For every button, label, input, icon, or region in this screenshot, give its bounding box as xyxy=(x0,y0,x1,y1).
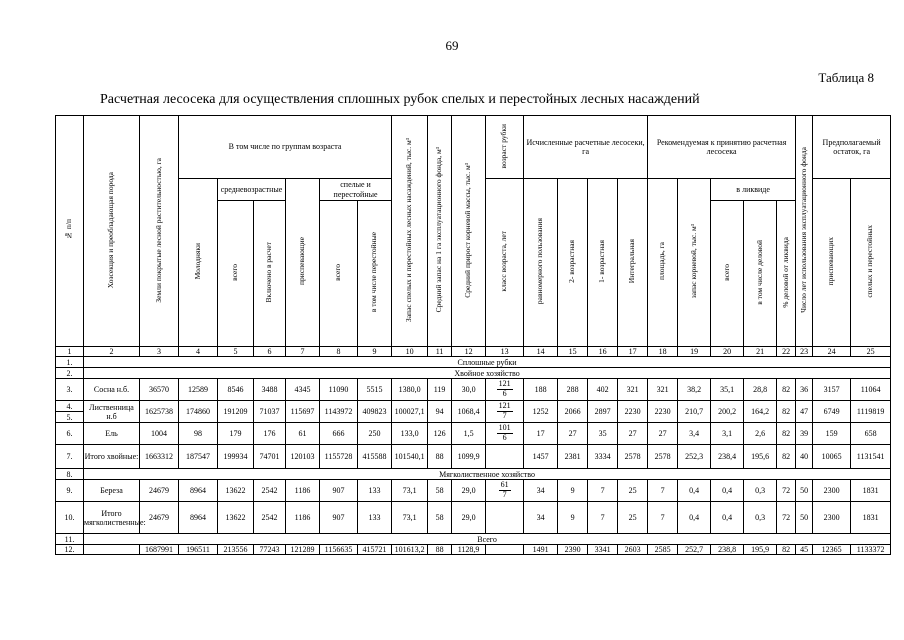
cell: 72 xyxy=(777,502,796,534)
colnum: 4 xyxy=(179,347,218,357)
cell: 2230 xyxy=(648,401,678,423)
cell: 199934 xyxy=(218,445,254,469)
cell: 7 xyxy=(648,480,678,502)
colnum: 10 xyxy=(392,347,428,357)
colnum: 18 xyxy=(648,347,678,357)
row-number: 1. xyxy=(56,357,84,368)
cell: 321 xyxy=(618,379,648,401)
cell: 2542 xyxy=(254,502,286,534)
cell xyxy=(486,502,524,534)
header-mature-over: в том числе перестойные xyxy=(358,201,392,347)
cell: 252,7 xyxy=(678,545,711,555)
cut-age: 61 xyxy=(500,480,509,490)
column-number-row xyxy=(56,347,891,357)
row-number: 7. xyxy=(56,445,84,469)
cell: 82 xyxy=(777,545,796,555)
cell: 415588 xyxy=(358,445,392,469)
cell: 35 xyxy=(588,423,618,445)
cell: 9 xyxy=(558,480,588,502)
cell: 2300 xyxy=(813,502,851,534)
age-fraction-cell xyxy=(486,379,524,401)
header-uniform: равномерного пользования xyxy=(524,179,558,347)
cell: 0,4 xyxy=(711,502,744,534)
header-liq-business: в том числе деловой xyxy=(744,201,777,347)
header-mature: спелые и перестойные xyxy=(320,179,392,201)
cell: 119 xyxy=(428,379,452,401)
cell: 47 xyxy=(796,401,813,423)
cell: 72 xyxy=(777,480,796,502)
cell: 907 xyxy=(320,502,358,534)
cell: 126 xyxy=(428,423,452,445)
header-stock-per-unit: Средний запас на 1 га эксплуатационного фонда, м³ xyxy=(428,116,452,347)
cell: 35,1 xyxy=(711,379,744,401)
header-row-1 xyxy=(56,116,891,179)
colnum: 2 xyxy=(84,347,140,357)
cell: 288 xyxy=(558,379,588,401)
cell: 73,1 xyxy=(392,502,428,534)
row-number: 12. xyxy=(56,545,84,555)
species-cell: Сосна н.б. xyxy=(84,379,140,401)
cell: 8546 xyxy=(218,379,254,401)
cell: 25 xyxy=(618,480,648,502)
header-remainder: Предполагаемый остаток, га xyxy=(813,116,891,179)
colnum: 16 xyxy=(588,347,618,357)
cell: 74701 xyxy=(254,445,286,469)
cell: 2603 xyxy=(618,545,648,555)
cell: 1133372 xyxy=(851,545,891,555)
table-row xyxy=(56,423,891,445)
colnum: 20 xyxy=(711,347,744,357)
cell: 88 xyxy=(428,545,452,555)
cell: 2381 xyxy=(558,445,588,469)
cell: 200,2 xyxy=(711,401,744,423)
cell: 27 xyxy=(618,423,648,445)
table-row xyxy=(56,502,891,534)
cell: 34 xyxy=(524,480,558,502)
cell: 36 xyxy=(796,379,813,401)
cell: 409823 xyxy=(358,401,392,423)
cell: 658 xyxy=(851,423,891,445)
cell: 1687991 xyxy=(140,545,179,555)
cell: 2230 xyxy=(618,401,648,423)
header-area-ha: площадь, га xyxy=(648,179,678,347)
cell: 50 xyxy=(796,502,813,534)
cut-age: 121 xyxy=(498,401,511,411)
cell: 1831 xyxy=(851,480,891,502)
table-label: Таблица 8 xyxy=(818,70,874,85)
cell: 82 xyxy=(777,379,796,401)
cell: 58 xyxy=(428,502,452,534)
cell: 133 xyxy=(358,502,392,534)
row-number: 5. xyxy=(56,412,84,423)
cell: 1143972 xyxy=(320,401,358,423)
header-integral: Интегральная xyxy=(618,179,648,347)
cell: 3341 xyxy=(588,545,618,555)
colnum: 13 xyxy=(486,347,524,357)
cell: 1,5 xyxy=(452,423,486,445)
colnum: 14 xyxy=(524,347,558,357)
cell: 1252 xyxy=(524,401,558,423)
cell: 13622 xyxy=(218,480,254,502)
colnum: 5 xyxy=(218,347,254,357)
cell: 1831 xyxy=(851,502,891,534)
cell: 120103 xyxy=(286,445,320,469)
cell: 1457 xyxy=(524,445,558,469)
cell: 3334 xyxy=(588,445,618,469)
table-row xyxy=(56,445,891,469)
cell: 7 xyxy=(588,480,618,502)
row-number: 8. xyxy=(56,469,84,480)
cell: 10065 xyxy=(813,445,851,469)
cell: 179 xyxy=(218,423,254,445)
cell: 25 xyxy=(618,502,648,534)
cell: 2300 xyxy=(813,480,851,502)
table-row xyxy=(56,379,891,401)
cell: 11064 xyxy=(851,379,891,401)
cell: 98 xyxy=(179,423,218,445)
cell: 666 xyxy=(320,423,358,445)
section-title: Сплошные рубки xyxy=(84,357,891,368)
header-age-groups: В том числе по группам возраста xyxy=(179,116,392,179)
cell: 13622 xyxy=(218,502,254,534)
row-number: 10. xyxy=(56,502,84,534)
cell: 2066 xyxy=(558,401,588,423)
colnum: 25 xyxy=(851,347,891,357)
colnum: 1 xyxy=(56,347,84,357)
section-title: Мягколиственное хозяйство xyxy=(84,469,891,480)
colnum: 3 xyxy=(140,347,179,357)
cell: 196511 xyxy=(179,545,218,555)
cell: 28,8 xyxy=(744,379,777,401)
cell: 1004 xyxy=(140,423,179,445)
cell: 77243 xyxy=(254,545,286,555)
cell: 8964 xyxy=(179,502,218,534)
cell: 1380,0 xyxy=(392,379,428,401)
cell: 9 xyxy=(558,502,588,534)
cell: 2390 xyxy=(558,545,588,555)
cell: 115697 xyxy=(286,401,320,423)
colnum: 19 xyxy=(678,347,711,357)
cell: 187547 xyxy=(179,445,218,469)
cell: 191209 xyxy=(218,401,254,423)
header-area: Земли покрытые лесной растительностью, га xyxy=(140,116,179,347)
header-recommended: Рекомендуемая к принятию расчетная лесосека xyxy=(648,116,796,179)
cell: 50 xyxy=(796,480,813,502)
row-number: 4. xyxy=(56,401,84,412)
cell: 1119819 xyxy=(851,401,891,423)
header-age2: 2- возрастная xyxy=(558,179,588,347)
cell: 82 xyxy=(777,423,796,445)
cell: 3,4 xyxy=(678,423,711,445)
header-rem-ripening: приспевающих xyxy=(813,179,851,347)
cell: 2578 xyxy=(618,445,648,469)
cell: 71037 xyxy=(254,401,286,423)
cell: 7 xyxy=(648,502,678,534)
header-young: Молодняки xyxy=(179,179,218,347)
cell: 36570 xyxy=(140,379,179,401)
colnum: 9 xyxy=(358,347,392,357)
age-fraction-cell xyxy=(486,423,524,445)
species-cell: Итого мягколиственные: xyxy=(84,502,140,534)
header-middle: средневозрастные xyxy=(218,179,286,201)
cut-age: 121 xyxy=(498,379,511,389)
age-fraction-cell xyxy=(486,480,524,502)
cell: 45 xyxy=(796,545,813,555)
cell: 27 xyxy=(648,423,678,445)
header-years: Число лет использования эксплуатационного фонда xyxy=(796,116,813,347)
cell: 12589 xyxy=(179,379,218,401)
cell: 176 xyxy=(254,423,286,445)
colnum: 12 xyxy=(452,347,486,357)
cell: 40 xyxy=(796,445,813,469)
species-cell: Береза xyxy=(84,480,140,502)
colnum: 8 xyxy=(320,347,358,357)
cell: 195,9 xyxy=(744,545,777,555)
row-number: 11. xyxy=(56,534,84,545)
colnum: 21 xyxy=(744,347,777,357)
header-cut-age: возраст рубки xyxy=(486,116,524,179)
cell: 250 xyxy=(358,423,392,445)
cell: 1068,4 xyxy=(452,401,486,423)
document-title: Расчетная лесосека для осуществления сплошных рубок спелых и перестойных лесных насаждений xyxy=(100,92,700,107)
header-liquid: в ликвиде xyxy=(711,179,796,201)
cell: 94 xyxy=(428,401,452,423)
header-growth: Средний прирост корневой массы, тыс. м³ xyxy=(452,116,486,347)
cell: 7 xyxy=(588,502,618,534)
colnum: 6 xyxy=(254,347,286,357)
cell: 34 xyxy=(524,502,558,534)
cell: 321 xyxy=(648,379,678,401)
cell: 58 xyxy=(428,480,452,502)
table-row xyxy=(56,545,891,555)
cell: 24679 xyxy=(140,480,179,502)
colnum: 23 xyxy=(796,347,813,357)
cell: 3488 xyxy=(254,379,286,401)
row-number: 9. xyxy=(56,480,84,502)
cell: 101613,2 xyxy=(392,545,428,555)
species-cell: Лиственница н.б xyxy=(84,401,140,423)
colnum: 11 xyxy=(428,347,452,357)
colnum: 22 xyxy=(777,347,796,357)
cell: 1128,9 xyxy=(452,545,486,555)
header-ripening: приспевающие xyxy=(286,179,320,347)
colnum: 15 xyxy=(558,347,588,357)
colnum: 7 xyxy=(286,347,320,357)
header-liq-total: всего xyxy=(711,201,744,347)
cut-age: 101 xyxy=(498,423,511,433)
header-liq-pct: % деловой от ликвида xyxy=(777,201,796,347)
cell: 101540,1 xyxy=(392,445,428,469)
section-row xyxy=(56,357,891,368)
cell: 38,2 xyxy=(678,379,711,401)
cell: 11090 xyxy=(320,379,358,401)
cell: 61 xyxy=(286,423,320,445)
species-cell: Итого хвойные: xyxy=(84,445,140,469)
cell: 2897 xyxy=(588,401,618,423)
cell: 121289 xyxy=(286,545,320,555)
header-species: Хозсекция и преобладающая порода xyxy=(84,116,140,347)
section-title: Хвойное хозяйство xyxy=(84,368,891,379)
cell: 12365 xyxy=(813,545,851,555)
cell: 415721 xyxy=(358,545,392,555)
cell: 164,2 xyxy=(744,401,777,423)
cell: 188 xyxy=(524,379,558,401)
header-num: № п/п xyxy=(56,116,84,347)
table-row xyxy=(56,401,891,412)
cell: 82 xyxy=(777,445,796,469)
cell: 82 xyxy=(777,401,796,423)
age-class: 7 xyxy=(502,490,507,500)
cell: 3,1 xyxy=(711,423,744,445)
section-row xyxy=(56,469,891,480)
cell: 174860 xyxy=(179,401,218,423)
cell: 29,0 xyxy=(452,480,486,502)
species-cell: Ель xyxy=(84,423,140,445)
cell: 29,0 xyxy=(452,502,486,534)
cell: 1156635 xyxy=(320,545,358,555)
cell xyxy=(486,445,524,469)
cell: 1099,9 xyxy=(452,445,486,469)
age-class: 7 xyxy=(502,411,507,421)
cell: 238,4 xyxy=(711,445,744,469)
header-age-class: класс возраста, лет xyxy=(486,179,524,347)
cell: 1155728 xyxy=(320,445,358,469)
cell: 2,6 xyxy=(744,423,777,445)
cell: 238,8 xyxy=(711,545,744,555)
cell: 8964 xyxy=(179,480,218,502)
header-stock: Запас спелых и перестойных лесных насаждений, тыс. м³ xyxy=(392,116,428,347)
cell: 1186 xyxy=(286,480,320,502)
cell: 133,0 xyxy=(392,423,428,445)
cell: 100027,1 xyxy=(392,401,428,423)
page-number: 69 xyxy=(445,38,459,53)
cell: 30,0 xyxy=(452,379,486,401)
age-class: 6 xyxy=(502,433,507,443)
cell: 1186 xyxy=(286,502,320,534)
table-row xyxy=(56,480,891,502)
logging-estimate-table xyxy=(55,115,891,555)
cell: 4345 xyxy=(286,379,320,401)
cell: 88 xyxy=(428,445,452,469)
cell: 0,4 xyxy=(678,480,711,502)
species-cell xyxy=(84,545,140,555)
cell: 3157 xyxy=(813,379,851,401)
header-calculated: Исчисленные расчетные лесосеки, га xyxy=(524,116,648,179)
header-mature-total: всего xyxy=(320,201,358,347)
cell: 159 xyxy=(813,423,851,445)
section-title: Всего xyxy=(84,534,891,545)
cell: 0,3 xyxy=(744,480,777,502)
cell: 213556 xyxy=(218,545,254,555)
cell: 1491 xyxy=(524,545,558,555)
header-age1: 1- возрастная xyxy=(588,179,618,347)
colnum: 24 xyxy=(813,347,851,357)
row-number: 2. xyxy=(56,368,84,379)
cell: 195,6 xyxy=(744,445,777,469)
header-middle-total: всего xyxy=(218,201,254,347)
cell: 133 xyxy=(358,480,392,502)
section-row xyxy=(56,368,891,379)
age-fraction-cell xyxy=(486,401,524,423)
header-rem-mature: спелых и перестойных xyxy=(851,179,891,347)
cell: 1663312 xyxy=(140,445,179,469)
colnum: 17 xyxy=(618,347,648,357)
cell xyxy=(486,545,524,555)
cell: 73,1 xyxy=(392,480,428,502)
cell: 39 xyxy=(796,423,813,445)
header-middle-incl: Включено в расчет xyxy=(254,201,286,347)
cell: 17 xyxy=(524,423,558,445)
cell: 6749 xyxy=(813,401,851,423)
age-class: 6 xyxy=(502,389,507,399)
cell: 1131541 xyxy=(851,445,891,469)
cell: 27 xyxy=(558,423,588,445)
cell: 24679 xyxy=(140,502,179,534)
cell: 0,3 xyxy=(744,502,777,534)
cell: 1625738 xyxy=(140,401,179,423)
cell: 210,7 xyxy=(678,401,711,423)
section-row xyxy=(56,534,891,545)
cell: 907 xyxy=(320,480,358,502)
cell: 2578 xyxy=(648,445,678,469)
row-number: 3. xyxy=(56,379,84,401)
cell: 5515 xyxy=(358,379,392,401)
cell: 2585 xyxy=(648,545,678,555)
cell: 402 xyxy=(588,379,618,401)
cell: 2542 xyxy=(254,480,286,502)
cell: 0,4 xyxy=(711,480,744,502)
row-number: 6. xyxy=(56,423,84,445)
cell: 0,4 xyxy=(678,502,711,534)
header-root-stock: запас корневой, тыс. м³ xyxy=(678,179,711,347)
cell: 252,3 xyxy=(678,445,711,469)
